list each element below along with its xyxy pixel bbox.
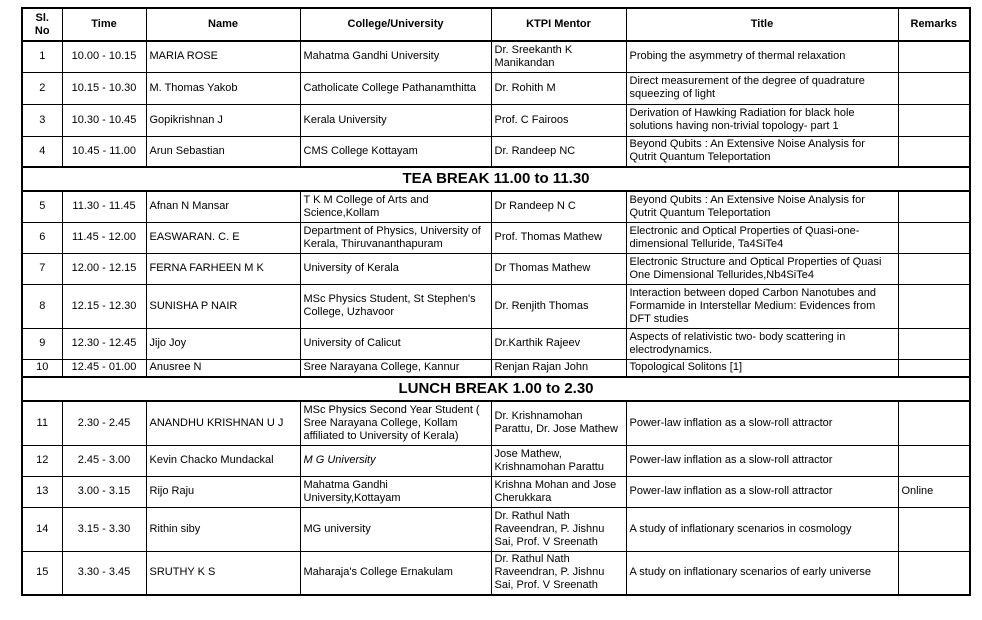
cell-title: Direct measurement of the degree of quadrature squeezing of light <box>626 72 898 104</box>
schedule-table <box>21 7 971 596</box>
cell-title: Interaction between doped Carbon Nanotubes and Formamide in Interstellar Medium: Evidences from DFT studies <box>626 284 898 328</box>
cell-college: University of Kerala <box>300 253 491 284</box>
cell-college: University of Calicut <box>300 328 491 359</box>
cell-time: 2.30 - 2.45 <box>62 401 146 445</box>
cell-title: Aspects of relativistic two- body scattering in electrodynamics. <box>626 328 898 359</box>
table-row <box>22 401 970 445</box>
table-row <box>22 359 970 377</box>
table-row <box>22 476 970 507</box>
cell-mentor: Dr Thomas Mathew <box>491 253 626 284</box>
cell-remarks: Online <box>898 476 970 507</box>
cell-time: 10.00 - 10.15 <box>62 41 146 72</box>
header-time: Time <box>62 8 146 41</box>
cell-sl-no: 4 <box>22 136 62 167</box>
cell-college: Maharaja's College Ernakulam <box>300 551 491 595</box>
cell-title: Beyond Qubits : An Extensive Noise Analysis for Qutrit Quantum Teleportation <box>626 136 898 167</box>
cell-title: Electronic and Optical Properties of Quasi-one-dimensional Telluride, Ta4SiTe4 <box>626 222 898 253</box>
table-row <box>22 72 970 104</box>
cell-time: 2.45 - 3.00 <box>62 445 146 476</box>
header-mentor: KTPI Mentor <box>491 8 626 41</box>
cell-name: Jijo Joy <box>146 328 300 359</box>
header-college: College/University <box>300 8 491 41</box>
cell-remarks <box>898 136 970 167</box>
cell-mentor: Renjan Rajan John <box>491 359 626 377</box>
cell-sl-no: 1 <box>22 41 62 72</box>
cell-sl-no: 9 <box>22 328 62 359</box>
cell-remarks <box>898 191 970 222</box>
cell-mentor: Prof. Thomas Mathew <box>491 222 626 253</box>
cell-mentor: Jose Mathew, Krishnamohan Parattu <box>491 445 626 476</box>
cell-college: MSc Physics Student, St Stephen's College, Uzhavoor <box>300 284 491 328</box>
cell-name: SRUTHY K S <box>146 551 300 595</box>
cell-name: MARIA ROSE <box>146 41 300 72</box>
cell-title: Power-law inflation as a slow-roll attractor <box>626 401 898 445</box>
table-row <box>22 222 970 253</box>
cell-sl-no: 6 <box>22 222 62 253</box>
cell-sl-no: 2 <box>22 72 62 104</box>
cell-remarks <box>898 104 970 136</box>
table-row <box>22 136 970 167</box>
cell-mentor: Dr.Karthik Rajeev <box>491 328 626 359</box>
table-row <box>22 507 970 551</box>
cell-mentor: Krishna Mohan and Jose Cherukkara <box>491 476 626 507</box>
break-label: LUNCH BREAK 1.00 to 2.30 <box>22 377 970 401</box>
break-row <box>22 377 970 401</box>
cell-sl-no: 7 <box>22 253 62 284</box>
table-row <box>22 284 970 328</box>
cell-title: A study on inflationary scenarios of early universe <box>626 551 898 595</box>
cell-college: T K M College of Arts and Science,Kollam <box>300 191 491 222</box>
cell-time: 3.30 - 3.45 <box>62 551 146 595</box>
table-row <box>22 41 970 72</box>
cell-name: Kevin Chacko Mundackal <box>146 445 300 476</box>
cell-title: Beyond Qubits : An Extensive Noise Analysis for Qutrit Quantum Teleportation <box>626 191 898 222</box>
cell-mentor: Dr. Sreekanth K Manikandan <box>491 41 626 72</box>
cell-college: Kerala University <box>300 104 491 136</box>
cell-title: Topological Solitons [1] <box>626 359 898 377</box>
cell-title: Derivation of Hawking Radiation for black hole solutions having non-trivial topology- part 1 <box>626 104 898 136</box>
cell-sl-no: 3 <box>22 104 62 136</box>
cell-time: 10.15 - 10.30 <box>62 72 146 104</box>
table-row <box>22 445 970 476</box>
cell-name: SUNISHA P NAIR <box>146 284 300 328</box>
cell-name: Anusree N <box>146 359 300 377</box>
table-row <box>22 551 970 595</box>
cell-title: Power-law inflation as a slow-roll attractor <box>626 476 898 507</box>
cell-remarks <box>898 284 970 328</box>
cell-remarks <box>898 401 970 445</box>
table-row <box>22 253 970 284</box>
header-sl-no: Sl. No <box>22 8 62 41</box>
cell-name: Afnan N Mansar <box>146 191 300 222</box>
cell-time: 11.30 - 11.45 <box>62 191 146 222</box>
cell-college: Department of Physics, University of Kerala, Thiruvananthapuram <box>300 222 491 253</box>
cell-time: 11.45 - 12.00 <box>62 222 146 253</box>
cell-mentor: Dr. Rathul Nath Raveendran, P. Jishnu Sai, Prof. V Sreenath <box>491 551 626 595</box>
cell-time: 10.45 - 11.00 <box>62 136 146 167</box>
header-name: Name <box>146 8 300 41</box>
cell-name: ANANDHU KRISHNAN U J <box>146 401 300 445</box>
cell-sl-no: 11 <box>22 401 62 445</box>
cell-mentor: Dr. Rohith M <box>491 72 626 104</box>
cell-name: Rithin siby <box>146 507 300 551</box>
cell-sl-no: 13 <box>22 476 62 507</box>
header-row <box>22 8 970 41</box>
cell-college: Mahatma Gandhi University,Kottayam <box>300 476 491 507</box>
cell-sl-no: 12 <box>22 445 62 476</box>
cell-mentor: Dr Randeep N C <box>491 191 626 222</box>
cell-name: EASWARAN. C. E <box>146 222 300 253</box>
cell-title: Probing the asymmetry of thermal relaxation <box>626 41 898 72</box>
cell-name: Rijo Raju <box>146 476 300 507</box>
cell-remarks <box>898 445 970 476</box>
cell-title: Power-law inflation as a slow-roll attractor <box>626 445 898 476</box>
cell-remarks <box>898 253 970 284</box>
break-row <box>22 167 970 191</box>
cell-name: FERNA FARHEEN M K <box>146 253 300 284</box>
cell-remarks <box>898 222 970 253</box>
cell-sl-no: 15 <box>22 551 62 595</box>
cell-name: Arun Sebastian <box>146 136 300 167</box>
cell-mentor: Dr. Renjith Thomas <box>491 284 626 328</box>
cell-time: 3.15 - 3.30 <box>62 507 146 551</box>
cell-college: MG university <box>300 507 491 551</box>
cell-college: Mahatma Gandhi University <box>300 41 491 72</box>
table-row <box>22 191 970 222</box>
break-label: TEA BREAK 11.00 to 11.30 <box>22 167 970 191</box>
cell-time: 12.15 - 12.30 <box>62 284 146 328</box>
cell-college: MSc Physics Second Year Student ( Sree Narayana College, Kollam affiliated to University of Kerala) <box>300 401 491 445</box>
table-row <box>22 104 970 136</box>
cell-remarks <box>898 328 970 359</box>
cell-mentor: Dr. Randeep NC <box>491 136 626 167</box>
cell-remarks <box>898 41 970 72</box>
cell-time: 3.00 - 3.15 <box>62 476 146 507</box>
cell-title: Electronic Structure and Optical Properties of Quasi One Dimensional Tellurides,Nb4SiTe4 <box>626 253 898 284</box>
cell-time: 12.30 - 12.45 <box>62 328 146 359</box>
cell-time: 10.30 - 10.45 <box>62 104 146 136</box>
cell-sl-no: 5 <box>22 191 62 222</box>
cell-mentor: Dr. Rathul Nath Raveendran, P. Jishnu Sai, Prof. V Sreenath <box>491 507 626 551</box>
cell-remarks <box>898 359 970 377</box>
header-title: Title <box>626 8 898 41</box>
cell-mentor: Dr. Krishnamohan Parattu, Dr. Jose Mathew <box>491 401 626 445</box>
cell-college: CMS College Kottayam <box>300 136 491 167</box>
cell-title: A study of inflationary scenarios in cosmology <box>626 507 898 551</box>
cell-college: Catholicate College Pathanamthitta <box>300 72 491 104</box>
cell-time: 12.00 - 12.15 <box>62 253 146 284</box>
cell-college: Sree Narayana College, Kannur <box>300 359 491 377</box>
cell-name: M. Thomas Yakob <box>146 72 300 104</box>
cell-remarks <box>898 507 970 551</box>
cell-remarks <box>898 551 970 595</box>
cell-remarks <box>898 72 970 104</box>
cell-college: M G University <box>300 445 491 476</box>
table-row <box>22 328 970 359</box>
header-remarks: Remarks <box>898 8 970 41</box>
cell-sl-no: 8 <box>22 284 62 328</box>
cell-sl-no: 14 <box>22 507 62 551</box>
cell-name: Gopikrishnan J <box>146 104 300 136</box>
cell-sl-no: 10 <box>22 359 62 377</box>
cell-mentor: Prof. C Fairoos <box>491 104 626 136</box>
cell-time: 12.45 - 01.00 <box>62 359 146 377</box>
